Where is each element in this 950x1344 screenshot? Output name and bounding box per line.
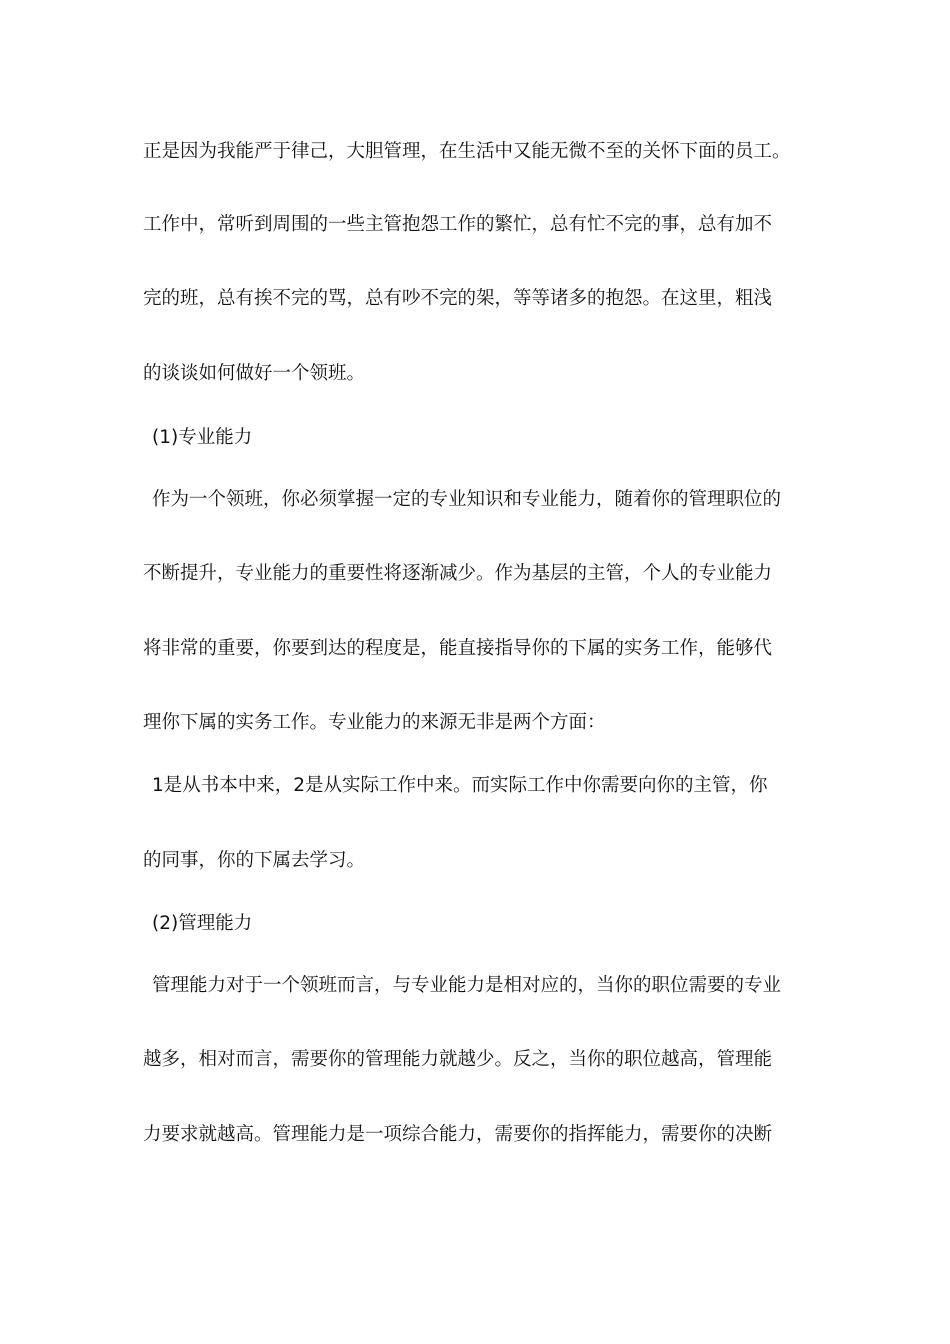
paragraph-line: 管理能力对于一个领班而言，与专业能力是相对应的，当你的职位需要的专业 [152, 975, 782, 996]
paragraph-line: 工作中，常听到周围的一些主管抱怨工作的繁忙，总有忙不完的事，总有加不 [143, 214, 773, 235]
paragraph-line: 越多，相对而言，需要你的管理能力就越少。反之，当你的职位越高，管理能 [143, 1049, 773, 1070]
paragraph-line: 力要求就越高。管理能力是一项综合能力，需要你的指挥能力，需要你的决断 [143, 1124, 773, 1145]
paragraph-line: 的同事，你的下属去学习。 [143, 850, 366, 871]
paragraph-line: 正是因为我能严于律己，大胆管理，在生活中又能无微不至的关怀下面的员工。 [143, 141, 791, 162]
paragraph-line: 理你下属的实务工作。专业能力的来源无非是两个方面： [143, 712, 606, 733]
paragraph-line: 将非常的重要，你要到达的程度是，能直接指导你的下属的实务工作，能够代 [143, 638, 773, 659]
paragraph-line: 作为一个领班，你必须掌握一定的专业知识和专业能力，随着你的管理职位的 [152, 489, 782, 510]
paragraph-line: 的谈谈如何做好一个领班。 [143, 363, 366, 384]
section-heading: (2)管理能力 [152, 913, 253, 934]
paragraph-line: 不断提升，专业能力的重要性将逐渐减少。作为基层的主管，个人的专业能力 [143, 563, 773, 584]
paragraph-line: 1是从书本中来，2是从实际工作中来。而实际工作中你需要向你的主管，你 [152, 775, 768, 796]
section-heading: (1)专业能力 [152, 427, 253, 448]
paragraph-line: 完的班，总有挨不完的骂，总有吵不完的架，等等诸多的抱怨。在这里，粗浅 [143, 288, 773, 309]
